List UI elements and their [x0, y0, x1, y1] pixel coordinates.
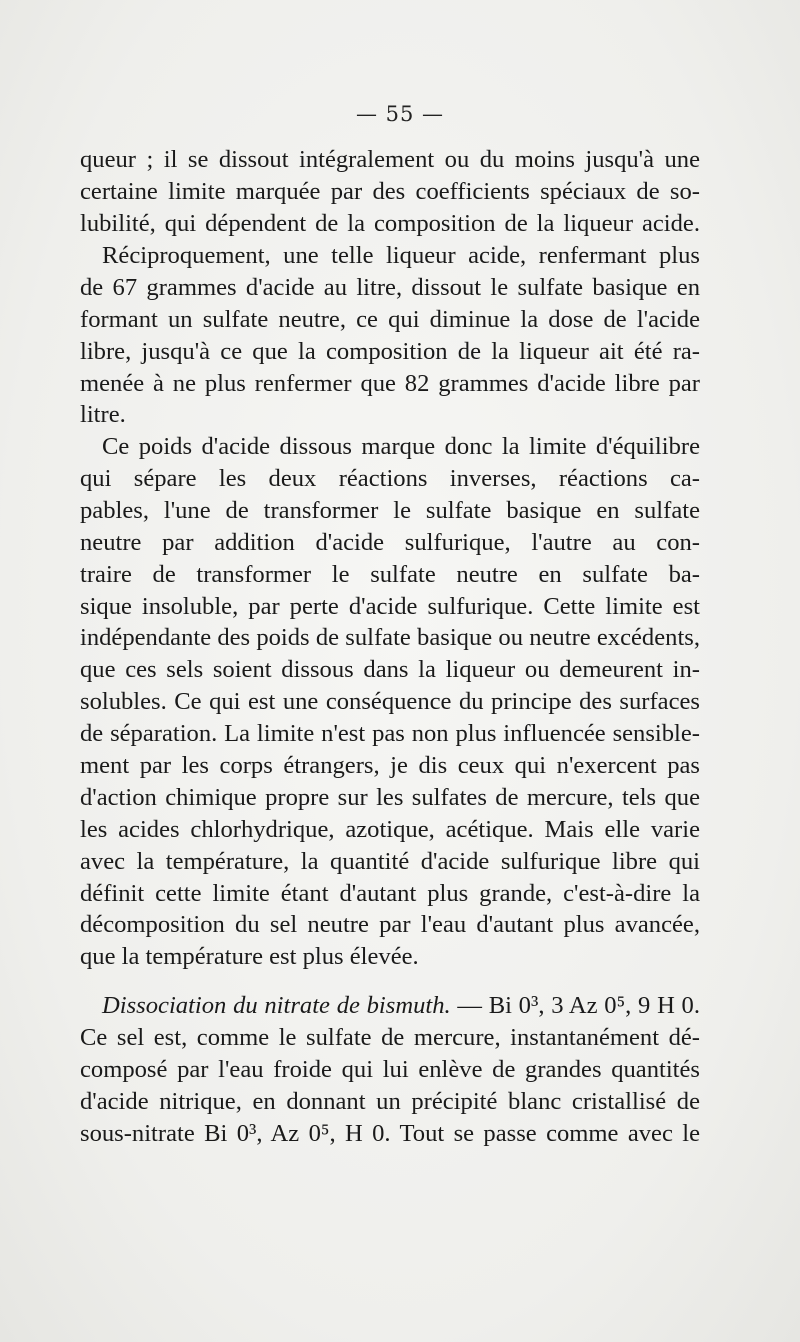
text-line: pables, l'une de transformer le sulfate basique en sulfate — [80, 497, 700, 524]
text-line: libre, jusqu'à ce que la composition de la liqueur ait été ra- — [80, 338, 700, 365]
text-line: d'action chimique propre sur les sulfates de mercure, tels que — [80, 784, 700, 811]
text-line: de 67 grammes d'acide au litre, dissout le sulfate basique en — [80, 274, 700, 301]
chemical-formula: — Bi 0³, 3 Az 0⁵, 9 H 0. — [450, 992, 700, 1019]
text-line: Réciproquement, une telle liqueur acide, renfermant plus — [102, 242, 700, 269]
page-number: — 55 — — [355, 102, 445, 126]
text-line: de séparation. La limite n'est pas non plus influencée sensible- — [80, 720, 700, 747]
text-line: Ce sel est, comme le sulfate de mercure, instantanément dé- — [80, 1024, 700, 1051]
text-line: composé par l'eau froide qui lui enlève de grandes quantités — [80, 1056, 700, 1083]
text-line: ment par les corps étrangers, je dis ceux qui n'exercent pas — [80, 752, 700, 779]
text-line: certaine limite marquée par des coefficients spéciaux de so- — [80, 178, 700, 205]
text-line: sous-nitrate Bi 0³, Az 0⁵, H 0. Tout se passe comme avec le — [80, 1120, 700, 1147]
text-line: sique insoluble, par perte d'acide sulfurique. Cette limite est — [80, 593, 700, 620]
text-line: formant un sulfate neutre, ce qui diminue la dose de l'acide — [80, 306, 700, 333]
text-line: les acides chlorhydrique, azotique, acétique. Mais elle varie — [80, 816, 700, 843]
text-line: d'acide nitrique, en donnant un précipité blanc cristallisé de — [80, 1088, 700, 1115]
text-line: neutre par addition d'acide sulfurique, l'autre au con- — [80, 529, 700, 556]
text-line: définit cette limite étant d'autant plus grande, c'est-à-dire la — [80, 880, 700, 907]
text-line: que la température est plus élevée. — [80, 943, 419, 970]
text-line: solubles. Ce qui est une conséquence du principe des surfaces — [80, 688, 700, 715]
text-line: indépendante des poids de sulfate basique ou neutre excédents, — [80, 624, 700, 651]
section-heading-line — [102, 990, 700, 1022]
text-line: lubilité, qui dépendent de la composition de la liqueur acide. — [80, 210, 700, 237]
text-line: que ces sels soient dissous dans la liqueur ou demeurent in- — [80, 656, 700, 683]
text-line: décomposition du sel neutre par l'eau d'autant plus avancée, — [80, 911, 700, 938]
section-heading: Dissociation du nitrate de bismuth. — [102, 992, 451, 1019]
text-line: menée à ne plus renfermer que 82 grammes d'acide libre par — [80, 370, 700, 397]
text-line: qui sépare les deux réactions inverses, réactions ca- — [80, 465, 700, 492]
text-line: traire de transformer le sulfate neutre en sulfate ba- — [80, 561, 700, 588]
text-line: litre. — [80, 401, 126, 428]
text-line: Ce poids d'acide dissous marque donc la limite d'équilibre — [102, 433, 700, 460]
text-line: avec la température, la quantité d'acide sulfurique libre qui — [80, 848, 700, 875]
text-line: queur ; il se dissout intégralement ou du moins jusqu'à une — [80, 146, 700, 173]
